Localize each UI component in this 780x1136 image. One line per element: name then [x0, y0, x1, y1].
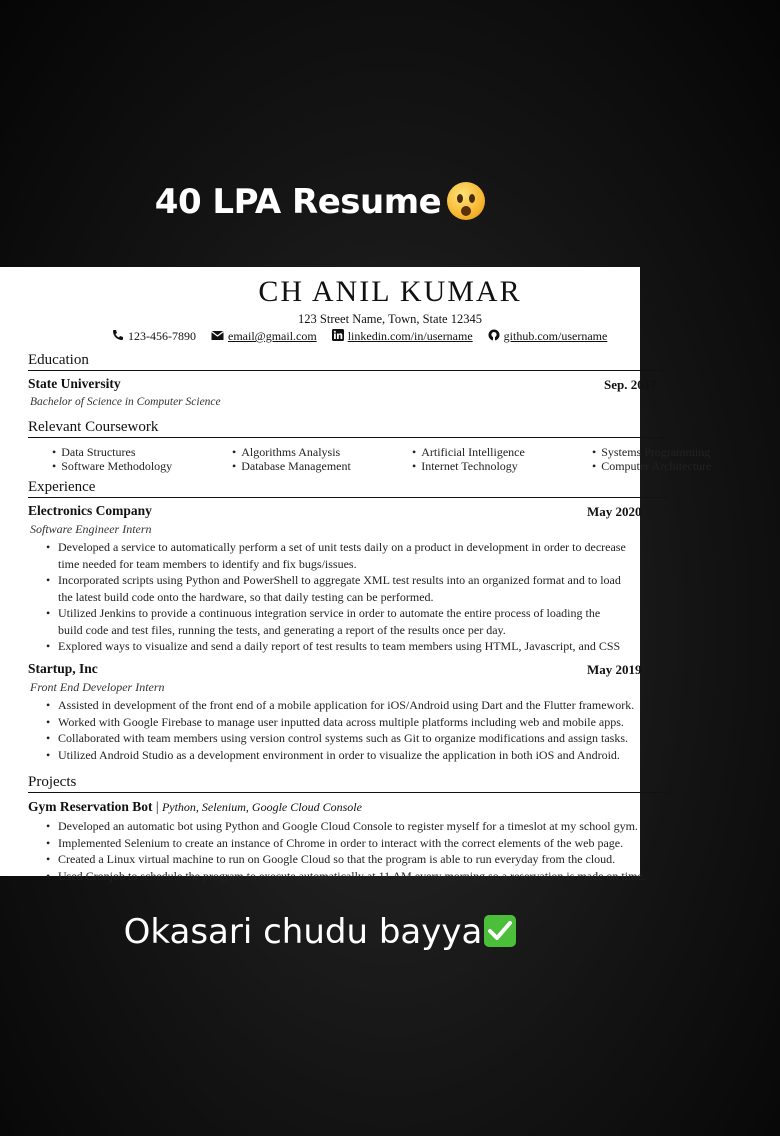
education-degree: Bachelor of Science in Computer Science — [30, 396, 221, 408]
caption-top-text: 40 LPA Resume — [154, 182, 442, 222]
course-item: • Algorithms Analysis — [232, 445, 340, 460]
linkedin-icon — [332, 329, 344, 341]
resume-address: 123 Street Name, Town, State 12345 — [298, 312, 482, 326]
job-role: Front End Developer Intern — [30, 680, 165, 694]
course-item: • Artificial Intelligence — [412, 445, 525, 460]
resume-document — [0, 267, 712, 883]
section-coursework: Relevant Coursework — [28, 419, 668, 438]
list-item: • Created a Linux virtual machine to run on Google Cloud so that the program is able to run everyday from the cloud. — [42, 851, 662, 868]
resume-name: CH ANIL KUMAR — [258, 275, 522, 308]
course-item: • Database Management — [232, 459, 351, 474]
list-item: • Utilized Android Studio as a development environment in order to visualize the application in both iOS and Android. — [42, 747, 662, 764]
project-title — [28, 799, 362, 815]
course-item: • Computer Architecture — [592, 459, 712, 474]
list-item: • Worked with Google Firebase to manage user inputted data across multiple platforms including web and mobile apps. — [42, 714, 662, 731]
contact-email[interactable]: email@gmail.com — [211, 329, 320, 343]
job-role: Software Engineer Intern — [30, 522, 152, 536]
list-item: • Incorporated scripts using Python and PowerShell to aggregate XML test results into an organized format and to load the latest build code onto the hardware, so that daily testing can be performed. — [42, 572, 662, 605]
course-item: • Software Methodology — [52, 459, 172, 474]
course-item: • Systems Programming — [592, 445, 710, 460]
project-separator: | — [155, 799, 159, 814]
project-name: Gym Reservation Bot — [28, 799, 153, 814]
contact-phone: 123-456-7890 — [112, 329, 199, 343]
job-bullets — [42, 539, 662, 655]
course-item: • Internet Technology — [412, 459, 518, 474]
envelope-icon — [211, 330, 224, 341]
contact-bar — [112, 329, 619, 344]
caption-bottom — [0, 912, 640, 952]
phone-icon — [112, 329, 124, 341]
project-tech: Python, Selenium, Google Cloud Console — [161, 800, 362, 814]
list-item: • Developed an automatic bot using Python and Google Cloud Console to register myself for a timeslot at my school gym. — [42, 818, 662, 835]
project-bullets — [42, 818, 662, 884]
job-bullets — [42, 697, 662, 763]
job-company: Startup, Inc — [28, 661, 98, 676]
caption-bottom-text: Okasari chudu bayya — [123, 912, 483, 952]
list-item: • Explored ways to visualize and send a daily report of test results to team members using HTML, Javascript, and CSS — [42, 638, 662, 655]
course-item: • Data Structures — [52, 445, 136, 460]
education-school: State University — [28, 376, 121, 391]
section-education: Education — [28, 352, 668, 371]
job-company: Electronics Company — [28, 503, 152, 518]
list-item: • Assisted in development of the front end of a mobile application for iOS/Android using Dart and the Flutter framework. — [42, 697, 662, 714]
list-item: • Collaborated with team members using version control systems such as Git to organize modifications and assign tasks. — [42, 730, 662, 747]
job-date: May 2020 — [587, 504, 642, 519]
contact-github[interactable]: github.com/username — [488, 329, 608, 343]
astonished-face-icon — [447, 182, 485, 220]
list-item: • Utilized Jenkins to provide a continuous integration service in order to automate the entire process of loading the build code and test files, running the tests, and generating a report of the results once per day. — [42, 605, 662, 638]
list-item: • Implemented Selenium to create an instance of Chrome in order to interact with the correct elements of the web page. — [42, 835, 662, 852]
section-projects: Projects — [28, 774, 668, 793]
list-item: • Developed a service to automatically perform a set of unit tests daily on a product in development in order to decrease time needed for team members to identify and fix bugs/issues. — [42, 539, 662, 572]
job-date: May 2019 — [587, 662, 642, 677]
education-date: Sep. 2017 — [604, 377, 657, 392]
check-mark-icon — [484, 915, 516, 947]
caption-top — [0, 182, 640, 222]
github-icon — [488, 329, 500, 341]
contact-linkedin[interactable]: linkedin.com/in/username — [332, 329, 476, 343]
list-item: • Used Cronjob to schedule the program to execute automatically at 11 AM every morning so a reservation is made on time. — [42, 868, 662, 885]
section-experience: Experience — [28, 479, 668, 498]
